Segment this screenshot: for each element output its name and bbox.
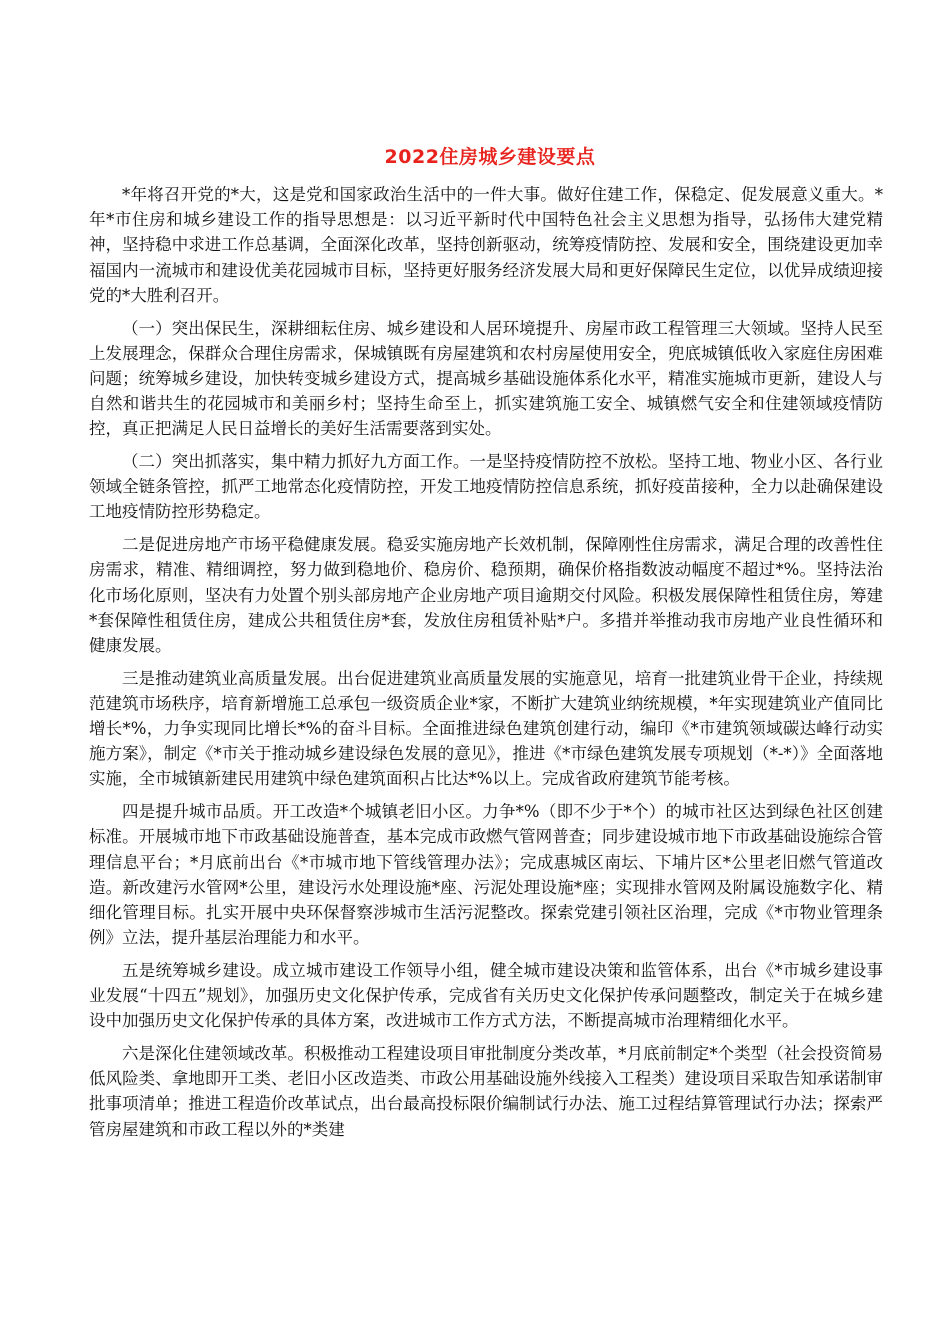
paragraph-item-4: 四是提升城市品质。开工改造*个城镇老旧小区。力争*%（即不少于*个）的城市社区达到绿色社区创建标准。开展城市地下市政基础设施普查，基本完成市政燃气管网普查；同步建设城市地下市政基础设施综合管理信息平台；*月底前出台《*市城市地下管线管理办法》；完成惠城区南坛、下埔片区*公里老旧燃气管道改造。新改建污水管网*公里，建设污水处理设施*座、污泥处理设施*座；实现排水管网及附属设施数字化、精细化管理目标。扎实开展中央环保督察涉城市生活污泥整改。探索党建引领社区治理，完成《*市物业管理条例》立法，提升基层治理能力和水平。 xyxy=(89,802,883,948)
document-title: 2022住房城乡建设要点 xyxy=(384,146,596,168)
paragraph-item-5: 五是统筹城乡建设。成立城市建设工作领导小组，健全城市建设决策和监管体系，出台《*市城乡建设事业发展“十四五”规划》，加强历史文化保护传承，完成省有关历史文化保护传承问题整改，制定关于在城乡建设中加强历史文化保护传承的具体方案，改进城市工作方式方法，不断提高城市治理精细化水平。 xyxy=(89,960,883,1031)
paragraph-section-1: （一）突出保民生，深耕细耘住房、城乡建设和人居环境提升、房屋市政工程管理三大领域。坚持人民至上发展理念，保群众合理住房需求，保城镇既有房屋建筑和农村房屋使用安全，兜底城镇低收入家庭住房困难问题；统筹城乡建设，加快转变城乡建设方式，提高城乡基础设施体系化水平，精准实施城市更新，建设人与自然和谐共生的花园城市和美丽乡村；坚持生命至上，抓实建筑施工安全、城镇燃气安全和住建领域疫情防控，真正把满足人民日益增长的美好生活需要落到实处。 xyxy=(89,318,883,439)
paragraph-item-3: 三是推动建筑业高质量发展。出台促进建筑业高质量发展的实施意见，培育一批建筑业骨干企业，持续规范建筑市场秩序，培育新增施工总承包一级资质企业*家，不断扩大建筑业纳统规模，*年实现建筑业产值同比增长*%，力争实现同比增长*%的奋斗目标。全面推进绿色建筑创建行动，编印《*市建筑领域碳达峰行动实施方案》，制定《*市关于推动城乡建设绿色发展的意见》，推进《*市绿色建筑发展专项规划（*-*）》全面落地实施，全市城镇新建民用建筑中绿色建筑面积占比达*%以上。完成省政府建筑节能考核。 xyxy=(89,668,883,789)
paragraph-item-6: 六是深化住建领域改革。积极推动工程建设项目审批制度分类改革，*月底前制定*个类型（社会投资简易低风险类、拿地即开工类、老旧小区改造类、市政公用基础设施外线接入工程类）建设项目采取告知承诺制审批事项清单；推进工程造价改革试点，出台最高投标限价编制试行办法、施工过程结算管理试行办法；探索严管房屋建筑和市政工程以外的*类建 xyxy=(89,1044,883,1139)
paragraph-section-2: （二）突出抓落实，集中精力抓好九方面工作。一是坚持疫情防控不放松。坚持工地、物业小区、各行业领域全链条管控，抓严工地常态化疫情防控，开发工地疫情防控信息系统，抓好疫苗接种，全力以赴确保建设工地疫情防控形势稳定。 xyxy=(89,452,883,522)
document-body xyxy=(89,182,883,1142)
paragraph-item-2: 二是促进房地产市场平稳健康发展。稳妥实施房地产长效机制，保障刚性住房需求，满足合理的改善性住房需求，精准、精细调控，努力做到稳地价、稳房价、稳预期，确保价格指数波动幅度不超过*%。坚持法治化市场化原则，坚决有力处置个别头部房地产企业房地产项目逾期交付风险。积极发展保障性租赁住房，筹建*套保障性租赁住房，建成公共租赁住房*套，发放住房租赁补贴*户。多措并举推动我市房地产业良性循环和健康发展。 xyxy=(89,535,883,655)
paragraph-intro: *年将召开党的*大，这是党和国家政治生活中的一件大事。做好住建工作，保稳定、促发展意义重大。*年*市住房和城乡建设工作的指导思想是：以习近平新时代中国特色社会主义思想为指导，弘扬伟大建党精神，坚持稳中求进工作总基调，全面深化改革，坚持创新驱动，统筹疫情防控、发展和安全，围绕建设更加幸福国内一流城市和建设优美花园城市目标，坚持更好服务经济发展大局和更好保障民生定位，以优异成绩迎接党的*大胜利召开。 xyxy=(89,185,883,305)
